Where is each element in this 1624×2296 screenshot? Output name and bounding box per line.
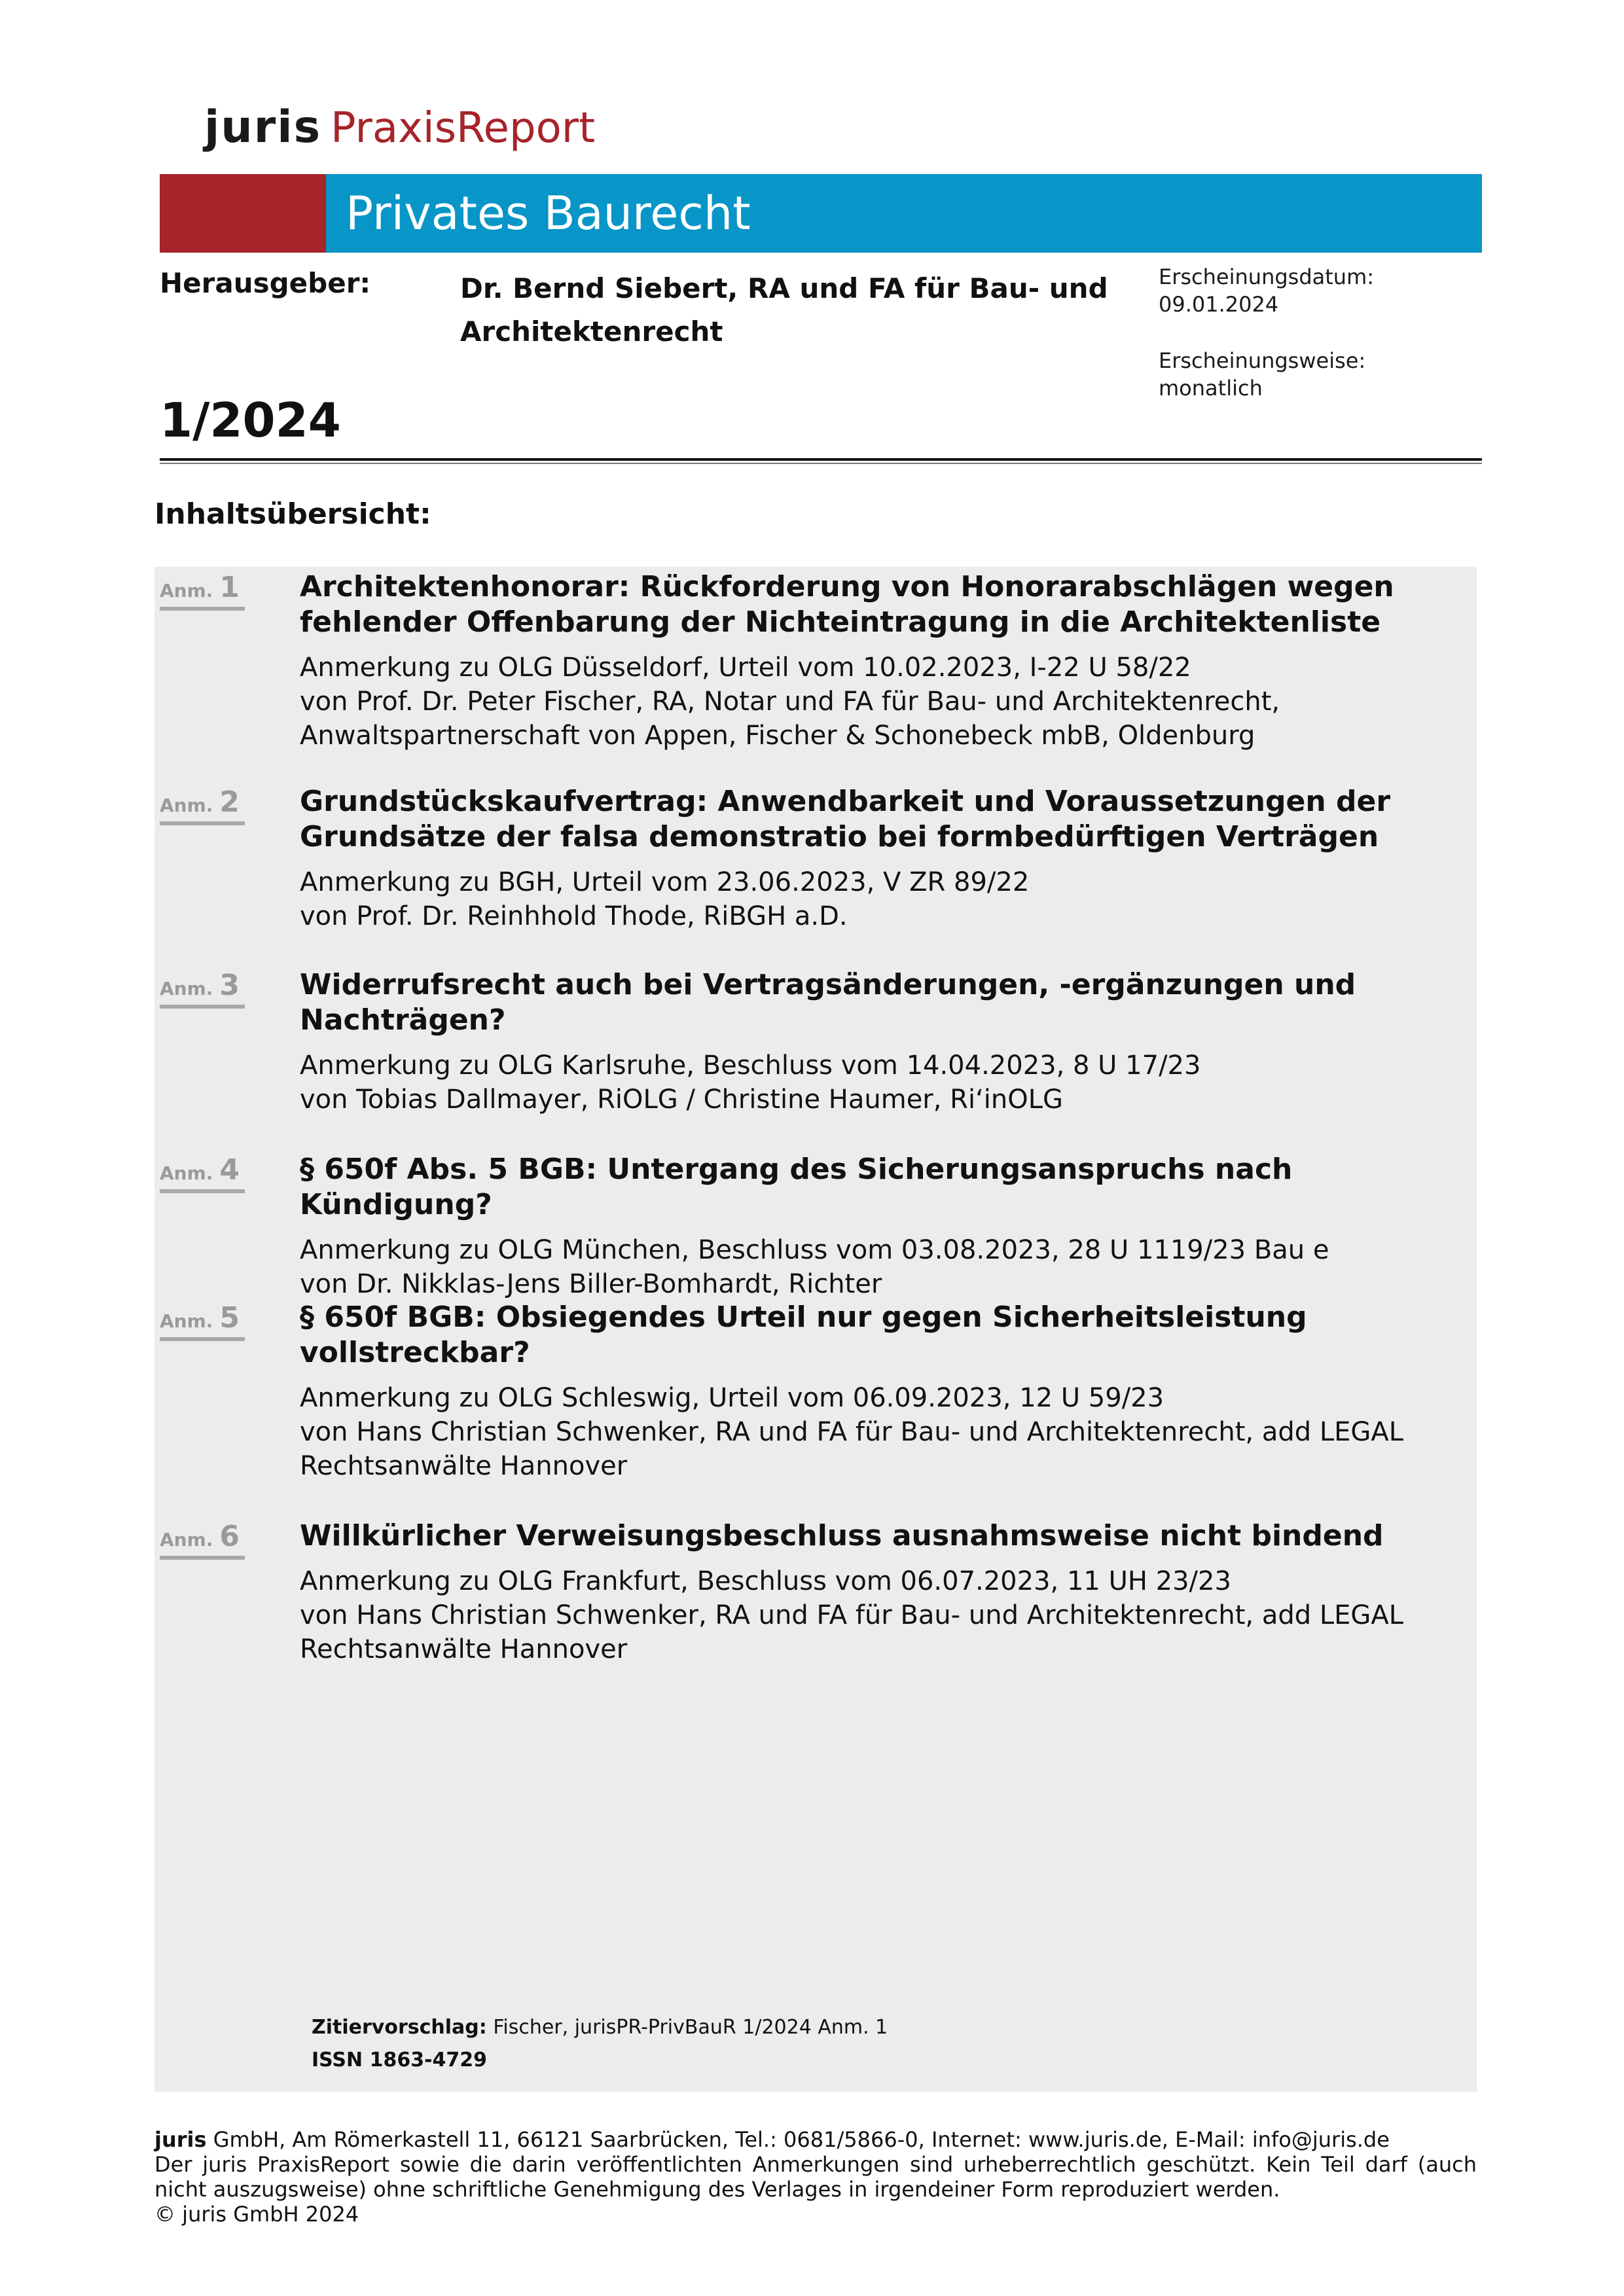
header-rule-shadow	[160, 463, 1482, 464]
annotation-marker	[160, 1301, 245, 1341]
banner-title: Privates Baurecht	[346, 187, 751, 240]
issn: ISSN 1863-4729	[312, 2049, 488, 2072]
annotation-marker-label: Anm.	[160, 795, 213, 816]
footer-copyright-notice: Der juris PraxisReport sowie die darin veröffentlichten Anmerkungen sind urheberrechtlich geschützt. Kein Teil darf (auch nicht auszugsweise) ohne schriftliche Genehmigung des Verlages in irgendeiner Form reproduziert werden.	[154, 2152, 1477, 2202]
publication-frequency-label: Erscheinungsweise:	[1159, 348, 1366, 373]
footer-copyright: © juris GmbH 2024	[154, 2202, 359, 2227]
toc-entry-title[interactable]: Grundstückskaufvertrag: Anwendbarkeit und Voraussetzungen der	[300, 785, 1391, 818]
toc-entry[interactable]	[300, 1300, 1471, 1483]
toc-entry-title[interactable]: Widerrufsrecht auch bei Vertragsänderungen, -ergänzungen und	[300, 968, 1356, 1001]
logo-product: PraxisReport	[331, 104, 596, 152]
toc-entry-reference: Anmerkung zu OLG Schleswig, Urteil vom 06.09.2023, 12 U 59/23	[300, 1383, 1164, 1413]
issue-number: 1/2024	[160, 393, 341, 448]
toc-entry-author: Rechtsanwälte Hannover	[300, 1634, 628, 1664]
footer-address-text: GmbH, Am Römerkastell 11, 66121 Saarbrücken, Tel.: 0681/5866-0, Internet: www.juris.de, E-Mail: info@juris.de	[213, 2127, 1390, 2152]
toc-entry-title[interactable]: Grundsätze der falsa demonstratio bei formbedürftigen Verträgen	[300, 820, 1379, 853]
publisher-name: Dr. Bernd Siebert, RA und FA für Bau- und Architektenrecht	[460, 272, 1108, 348]
toc-entry-reference: Anmerkung zu BGH, Urteil vom 23.06.2023, V ZR 89/22	[300, 867, 1030, 897]
toc-entry[interactable]	[300, 967, 1471, 1117]
toc-entry-author: Rechtsanwälte Hannover	[300, 1451, 628, 1481]
publication-date-label: Erscheinungsdatum:	[1159, 264, 1375, 289]
citation-label: Zitiervorschlag:	[312, 2016, 487, 2039]
toc-entry[interactable]	[300, 1518, 1471, 1666]
annotation-marker	[160, 969, 245, 1009]
toc-entry-title[interactable]: § 650f Abs. 5 BGB: Untergang des Sicherungsanspruchs nach Kündigung?	[300, 1153, 1293, 1221]
annotation-marker-label: Anm.	[160, 580, 213, 601]
toc-entry-author: von Tobias Dallmayer, RiOLG / Christine Haumer, Ri‘inOLG	[300, 1085, 1064, 1115]
footer-address	[154, 2127, 1477, 2152]
annotation-marker-label: Anm.	[160, 1310, 213, 1332]
annotation-marker-label: Anm.	[160, 1162, 213, 1184]
header-rule	[160, 458, 1482, 461]
toc-entry-author: Anwaltspartnerschaft von Appen, Fischer & Schonebeck mbB, Oldenburg	[300, 721, 1255, 751]
publication-date-block	[1159, 263, 1374, 318]
toc-entry-title[interactable]: Architektenhonorar: Rückforderung von Honorarabschlägen wegen	[300, 570, 1394, 603]
annotation-marker-label: Anm.	[160, 1529, 213, 1551]
annotation-marker-number: 4	[219, 1153, 240, 1187]
toc-heading: Inhaltsübersicht:	[154, 497, 431, 531]
logo-brand: juris	[204, 101, 322, 153]
toc-entry[interactable]	[300, 569, 1471, 753]
citation-suggestion	[312, 2016, 888, 2039]
citation-text: Fischer, jurisPR-PrivBauR 1/2024 Anm. 1	[493, 2016, 888, 2039]
toc-entry-author: von Hans Christian Schwenker, RA und FA für Bau- und Architektenrecht, add LEGAL	[300, 1600, 1404, 1630]
annotation-marker-number: 6	[219, 1520, 240, 1553]
toc-entry[interactable]	[300, 1152, 1471, 1301]
annotation-marker-label: Anm.	[160, 978, 213, 999]
toc-entry-title[interactable]: Willkürlicher Verweisungsbeschluss ausnahmsweise nicht bindend	[300, 1519, 1384, 1552]
annotation-marker	[160, 1520, 245, 1560]
publisher-label: Herausgeber:	[160, 267, 371, 299]
toc-entry-author: von Dr. Nikklas-Jens Biller-Bomhardt, Richter	[300, 1269, 882, 1299]
toc-entry-title[interactable]: § 650f BGB: Obsiegendes Urteil nur gegen Sicherheitsleistung	[300, 1300, 1307, 1334]
annotation-marker-number: 1	[219, 571, 240, 604]
publication-frequency-block	[1159, 347, 1365, 402]
section-banner	[160, 174, 1482, 253]
annotation-marker-number: 2	[219, 785, 240, 819]
publication-date-value: 09.01.2024	[1159, 292, 1279, 317]
toc-entry-reference: Anmerkung zu OLG Düsseldorf, Urteil vom 10.02.2023, I-22 U 58/22	[300, 653, 1191, 683]
toc-entry-title[interactable]: vollstreckbar?	[300, 1336, 530, 1369]
toc-entry[interactable]	[300, 784, 1471, 933]
annotation-marker	[160, 785, 245, 825]
toc-entry-author: von Hans Christian Schwenker, RA und FA für Bau- und Architektenrecht, add LEGAL	[300, 1417, 1404, 1447]
toc-entry-title[interactable]: fehlender Offenbarung der Nichteintragung in die Architektenliste	[300, 605, 1381, 639]
toc-entry-reference: Anmerkung zu OLG Frankfurt, Beschluss vom 06.07.2023, 11 UH 23/23	[300, 1566, 1231, 1596]
banner-blue-block	[326, 174, 1482, 253]
toc-entry-reference: Anmerkung zu OLG München, Beschluss vom 03.08.2023, 28 U 1119/23 Bau e	[300, 1235, 1329, 1265]
footer-brand: juris	[154, 2127, 207, 2152]
annotation-marker	[160, 1153, 245, 1193]
annotation-marker-number: 5	[219, 1301, 240, 1335]
banner-red-block	[160, 174, 326, 253]
annotation-marker-number: 3	[219, 969, 240, 1002]
toc-entry-title[interactable]: Nachträgen?	[300, 1003, 506, 1037]
annotation-marker	[160, 571, 245, 611]
juris-logo	[204, 101, 595, 160]
toc-entry-reference: Anmerkung zu OLG Karlsruhe, Beschluss vom 14.04.2023, 8 U 17/23	[300, 1050, 1201, 1081]
toc-entry-author: von Prof. Dr. Reinhhold Thode, RiBGH a.D.	[300, 901, 848, 931]
publication-frequency-value: monatlich	[1159, 376, 1263, 401]
toc-entry-author: von Prof. Dr. Peter Fischer, RA, Notar und FA für Bau- und Architektenrecht,	[300, 687, 1280, 717]
